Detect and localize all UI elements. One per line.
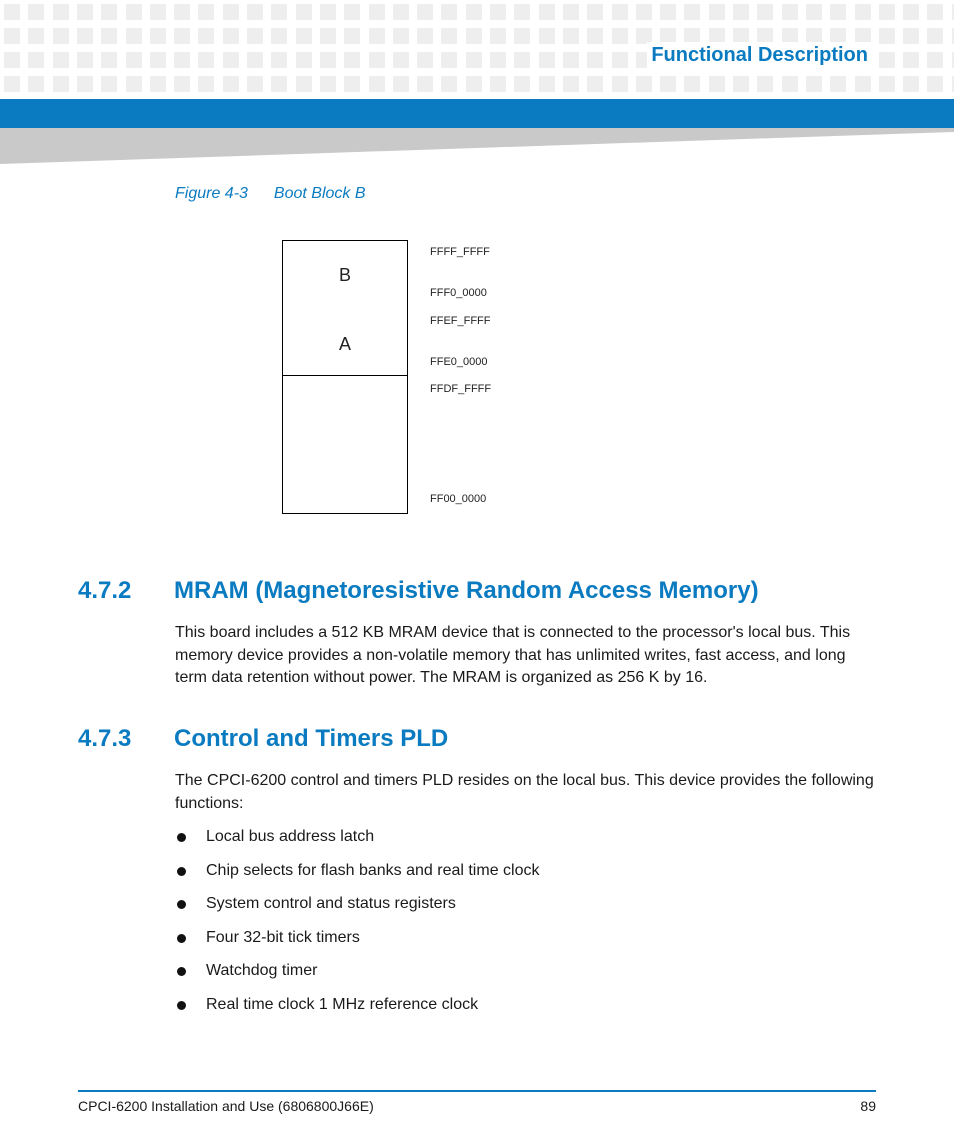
pattern-square bbox=[514, 52, 530, 68]
pattern-square bbox=[587, 76, 603, 92]
pattern-square bbox=[271, 52, 287, 68]
pattern-square bbox=[198, 52, 214, 68]
pattern-square bbox=[709, 76, 725, 92]
pattern-square bbox=[271, 4, 287, 20]
pattern-square bbox=[879, 4, 895, 20]
pattern-square bbox=[636, 76, 652, 92]
pattern-square bbox=[247, 52, 263, 68]
pattern-square bbox=[660, 4, 676, 20]
pattern-square bbox=[126, 52, 142, 68]
pattern-square bbox=[733, 4, 749, 20]
pattern-square bbox=[77, 76, 93, 92]
pattern-square bbox=[223, 76, 239, 92]
pattern-square bbox=[514, 28, 530, 44]
pattern-square bbox=[28, 76, 44, 92]
pattern-square bbox=[563, 28, 579, 44]
pattern-square bbox=[198, 4, 214, 20]
pattern-square bbox=[927, 52, 943, 68]
list-item-text: Chip selects for flash banks and real time clock bbox=[206, 861, 540, 879]
header-gray-wedge bbox=[0, 128, 954, 164]
pattern-square bbox=[150, 52, 166, 68]
pattern-square bbox=[782, 4, 798, 20]
pattern-square bbox=[223, 28, 239, 44]
pattern-square bbox=[53, 76, 69, 92]
pattern-square bbox=[53, 4, 69, 20]
address-label: FFEF_FFFF bbox=[430, 315, 491, 327]
bullet-icon bbox=[177, 967, 186, 976]
list-item bbox=[175, 960, 539, 994]
pattern-square bbox=[296, 28, 312, 44]
pattern-square bbox=[830, 76, 846, 92]
pattern-square bbox=[53, 52, 69, 68]
pattern-square bbox=[417, 28, 433, 44]
pattern-square bbox=[28, 4, 44, 20]
pattern-square bbox=[684, 76, 700, 92]
function-list bbox=[175, 826, 539, 1028]
pattern-square bbox=[830, 4, 846, 20]
pattern-square bbox=[514, 4, 530, 20]
pattern-square bbox=[393, 4, 409, 20]
pattern-square bbox=[733, 76, 749, 92]
pattern-square bbox=[28, 28, 44, 44]
pattern-square bbox=[441, 52, 457, 68]
pattern-square bbox=[223, 4, 239, 20]
section-body: The CPCI-6200 control and timers PLD resides on the local bus. This device provides the following functions: bbox=[175, 772, 874, 812]
pattern-square bbox=[879, 52, 895, 68]
pattern-square bbox=[320, 4, 336, 20]
pattern-square bbox=[369, 76, 385, 92]
pattern-square bbox=[660, 76, 676, 92]
list-item-text: System control and status registers bbox=[206, 895, 456, 913]
header-blue-bar bbox=[0, 99, 954, 128]
pattern-square bbox=[466, 28, 482, 44]
list-item-text: Watchdog timer bbox=[206, 962, 318, 980]
pattern-square bbox=[150, 76, 166, 92]
bullet-icon bbox=[177, 934, 186, 943]
pattern-square bbox=[369, 4, 385, 20]
bullet-icon bbox=[177, 867, 186, 876]
pattern-square bbox=[539, 4, 555, 20]
pattern-square bbox=[4, 76, 20, 92]
pattern-square bbox=[927, 28, 943, 44]
pattern-square bbox=[296, 76, 312, 92]
pattern-square bbox=[903, 28, 919, 44]
pattern-square bbox=[320, 52, 336, 68]
pattern-square bbox=[296, 52, 312, 68]
pattern-square bbox=[563, 52, 579, 68]
pattern-square bbox=[77, 52, 93, 68]
pattern-square bbox=[28, 52, 44, 68]
pattern-square bbox=[174, 28, 190, 44]
pattern-square bbox=[53, 28, 69, 44]
list-item bbox=[175, 893, 539, 927]
pattern-square bbox=[271, 76, 287, 92]
pattern-square bbox=[320, 28, 336, 44]
pattern-square bbox=[101, 4, 117, 20]
pattern-square bbox=[514, 76, 530, 92]
list-item bbox=[175, 927, 539, 961]
pattern-square bbox=[466, 76, 482, 92]
pattern-square bbox=[466, 52, 482, 68]
list-item bbox=[175, 826, 539, 860]
pattern-square bbox=[4, 4, 20, 20]
section-title: Control and Timers PLD bbox=[174, 725, 449, 752]
bullet-icon bbox=[177, 833, 186, 842]
pattern-square bbox=[417, 4, 433, 20]
pattern-square bbox=[441, 4, 457, 20]
pattern-square bbox=[174, 76, 190, 92]
pattern-square bbox=[563, 76, 579, 92]
bullet-icon bbox=[177, 900, 186, 909]
pattern-square bbox=[4, 28, 20, 44]
pattern-square bbox=[539, 76, 555, 92]
pattern-square bbox=[247, 28, 263, 44]
pattern-square bbox=[490, 52, 506, 68]
pattern-square bbox=[903, 76, 919, 92]
memory-block-b bbox=[282, 240, 408, 309]
pattern-square bbox=[344, 28, 360, 44]
pattern-square bbox=[612, 52, 628, 68]
pattern-square bbox=[684, 4, 700, 20]
memory-map-diagram bbox=[270, 232, 550, 522]
pattern-square bbox=[126, 28, 142, 44]
pattern-square bbox=[612, 76, 628, 92]
pattern-square bbox=[417, 76, 433, 92]
pattern-square bbox=[441, 76, 457, 92]
pattern-square bbox=[490, 76, 506, 92]
pattern-square bbox=[855, 4, 871, 20]
pattern-square bbox=[393, 52, 409, 68]
memory-block-a bbox=[282, 308, 408, 376]
pattern-square bbox=[344, 52, 360, 68]
figure-title: Boot Block B bbox=[273, 185, 366, 202]
pattern-square bbox=[441, 28, 457, 44]
address-label: FFF0_0000 bbox=[430, 287, 487, 299]
section-heading-4-7-2 bbox=[78, 577, 878, 607]
pattern-square bbox=[636, 4, 652, 20]
pattern-square bbox=[490, 28, 506, 44]
bullet-icon bbox=[177, 1001, 186, 1010]
list-item-text: Real time clock 1 MHz reference clock bbox=[206, 995, 479, 1013]
pattern-square bbox=[150, 4, 166, 20]
pattern-square bbox=[126, 4, 142, 20]
page-number: 89 bbox=[860, 1098, 876, 1114]
memory-block-lower bbox=[282, 376, 408, 514]
pattern-square bbox=[757, 76, 773, 92]
pattern-square bbox=[174, 52, 190, 68]
pattern-square bbox=[879, 28, 895, 44]
pattern-square bbox=[490, 4, 506, 20]
list-item-text: Local bus address latch bbox=[206, 828, 375, 845]
pattern-square bbox=[466, 4, 482, 20]
pattern-square bbox=[369, 52, 385, 68]
memory-block-label: B bbox=[338, 265, 351, 285]
address-label: FF00_0000 bbox=[430, 493, 487, 505]
address-label: FFE0_0000 bbox=[430, 356, 488, 368]
pattern-square bbox=[879, 76, 895, 92]
section-number: 4.7.3 bbox=[78, 725, 132, 752]
section-body: This board includes a 512 KB MRAM device that is connected to the processor's local bus. This memory device provides a non-volatile memory that has unlimited writes, fast access, and long term data retention without power. The MRAM is organized as 256 K by 16. bbox=[175, 624, 851, 686]
pattern-square bbox=[4, 52, 20, 68]
address-label: FFDF_FFFF bbox=[430, 383, 492, 395]
pattern-square bbox=[101, 52, 117, 68]
pattern-square bbox=[563, 4, 579, 20]
footer-rule bbox=[78, 1090, 876, 1092]
pattern-square bbox=[223, 52, 239, 68]
figure-caption bbox=[175, 185, 366, 203]
section-heading-4-7-3 bbox=[78, 725, 878, 755]
pattern-square bbox=[903, 52, 919, 68]
pattern-square bbox=[126, 76, 142, 92]
pattern-square bbox=[271, 28, 287, 44]
memory-block-label: A bbox=[338, 334, 351, 354]
section-number: 4.7.2 bbox=[78, 577, 132, 604]
pattern-square bbox=[77, 28, 93, 44]
pattern-square bbox=[198, 76, 214, 92]
section-title: MRAM (Magnetoresistive Random Access Memory) bbox=[174, 577, 759, 604]
list-item bbox=[175, 994, 539, 1028]
pattern-square bbox=[782, 76, 798, 92]
address-label: FFFF_FFFF bbox=[430, 246, 490, 258]
footer-document-title: CPCI-6200 Installation and Use (6806800J66E) bbox=[78, 1098, 374, 1114]
pattern-square bbox=[393, 28, 409, 44]
figure-label: Figure 4-3 bbox=[175, 185, 248, 202]
pattern-square bbox=[587, 52, 603, 68]
pattern-square bbox=[417, 52, 433, 68]
pattern-square bbox=[709, 4, 725, 20]
pattern-square bbox=[320, 76, 336, 92]
pattern-square bbox=[612, 4, 628, 20]
pattern-square bbox=[369, 28, 385, 44]
pattern-square bbox=[247, 76, 263, 92]
pattern-square bbox=[174, 4, 190, 20]
pattern-square bbox=[77, 4, 93, 20]
list-item-text: Four 32-bit tick timers bbox=[206, 928, 360, 946]
running-header-title: Functional Description bbox=[647, 42, 872, 69]
pattern-square bbox=[393, 76, 409, 92]
pattern-square bbox=[927, 4, 943, 20]
list-item bbox=[175, 860, 539, 894]
pattern-square bbox=[344, 4, 360, 20]
pattern-square bbox=[612, 28, 628, 44]
pattern-square bbox=[587, 4, 603, 20]
pattern-square bbox=[247, 4, 263, 20]
pattern-square bbox=[806, 76, 822, 92]
pattern-square bbox=[903, 4, 919, 20]
pattern-square bbox=[806, 4, 822, 20]
pattern-square bbox=[101, 76, 117, 92]
pattern-square bbox=[101, 28, 117, 44]
pattern-square bbox=[587, 28, 603, 44]
pattern-square bbox=[539, 28, 555, 44]
pattern-square bbox=[757, 4, 773, 20]
pattern-square bbox=[198, 28, 214, 44]
pattern-square bbox=[927, 76, 943, 92]
pattern-square bbox=[150, 28, 166, 44]
pattern-square bbox=[344, 76, 360, 92]
pattern-square bbox=[539, 52, 555, 68]
pattern-square bbox=[296, 4, 312, 20]
pattern-square bbox=[855, 76, 871, 92]
